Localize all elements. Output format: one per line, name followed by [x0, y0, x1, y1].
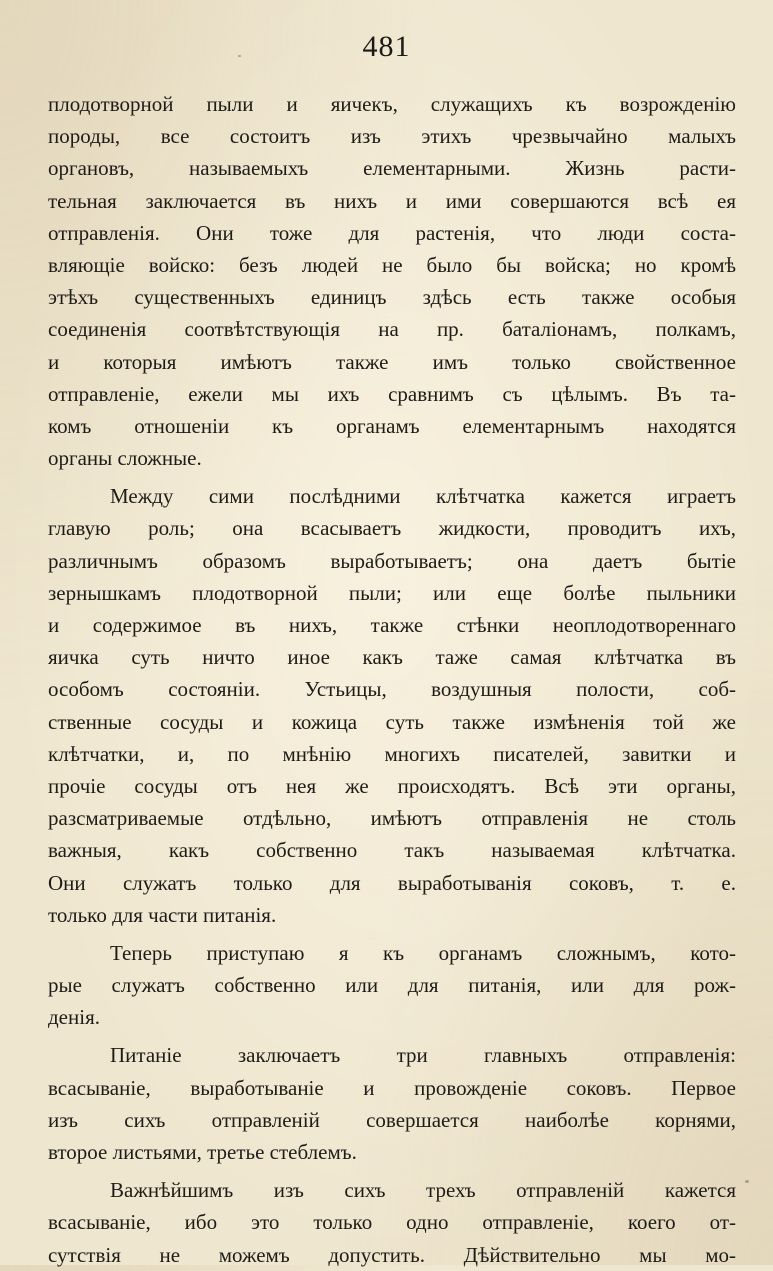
- text-line: только для части питанія.: [48, 902, 277, 927]
- paper-speck: [238, 55, 241, 57]
- page-number: 481: [362, 30, 411, 63]
- paragraph-1: [48, 88, 736, 474]
- text-line: этѣхъ существенныхъ единицъ здѣсь есть также особыя: [48, 285, 736, 310]
- text-line: яичка суть ничто иное какъ таже самая клѣтчатка въ: [48, 645, 736, 670]
- paragraph-2: [48, 480, 736, 931]
- text-line: и которыя имѣютъ также имъ только свойственное: [48, 349, 736, 374]
- paragraph-5: [48, 1174, 736, 1271]
- text-line: комъ отношеніи къ органамъ елементарнымъ находятся: [48, 413, 736, 438]
- text-line: особомъ состояніи. Устьицы, воздушныя полости, соб-: [48, 677, 736, 702]
- text-line: и содержимое въ нихъ, также стѣнки неоплодотвореннаго: [48, 613, 736, 637]
- text-line: важныя, какъ собственно такъ называемая клѣтчатка.: [48, 838, 736, 863]
- text-line: тельная заключается въ нихъ и ими совершаются всѣ ея: [48, 188, 736, 213]
- text-line: главую роль; она всасываетъ жидкости, проводитъ ихъ,: [48, 516, 736, 541]
- text-line: всасываніе, ибо это только одно отправленіе, коего от-: [48, 1210, 736, 1235]
- paragraph-4: [48, 1039, 736, 1168]
- body-text: [48, 88, 736, 1271]
- paper-speck: [745, 1180, 749, 1183]
- text-line: прочіе сосуды отъ нея же происходятъ. Всѣ эти органы,: [48, 773, 736, 798]
- text-line: всасываніе, выработываніе и провожденіе соковъ. Первое: [48, 1075, 736, 1100]
- text-line: отправленіе, ежели мы ихъ сравнимъ съ цѣлымъ. Въ та-: [48, 381, 736, 406]
- text-line: клѣтчатки, и, по мнѣнію многихъ писателей, завитки и: [48, 741, 736, 766]
- text-line: ственные сосуды и кожица суть также измѣненія той же: [48, 709, 736, 734]
- text-line: второе листьями, третье стеблемъ.: [48, 1140, 357, 1164]
- text-line: соединенія соотвѣтствующія на пр. баталіонамъ, полкамъ,: [48, 317, 736, 342]
- text-line: сутствія не можемъ допустить. Дѣйствительно мы мо-: [48, 1242, 736, 1267]
- text-line: изъ сихъ отправленій совершается наиболѣе корнями,: [48, 1107, 736, 1132]
- text-line: рые служатъ собственно или для питанія, или для рож-: [48, 973, 736, 998]
- text-line: Питаніе заключаетъ три главныхъ отправленія:: [110, 1043, 736, 1068]
- text-line: Между сими послѣдними клѣтчатка кажется играетъ: [110, 484, 736, 509]
- text-line: денія.: [48, 1005, 100, 1030]
- paper-speck: [412, 1255, 415, 1258]
- text-line: органы сложные.: [48, 446, 202, 471]
- text-line: Важнѣйшимъ изъ сихъ трехъ отправленій кажется: [110, 1178, 736, 1203]
- paragraph-3: [48, 937, 736, 1034]
- text-line: плодотворной пыли и яичекъ, служащихъ къ возрожденію: [48, 92, 736, 116]
- text-line: разсматриваемые отдѣльно, имѣютъ отправленія не столь: [48, 806, 736, 831]
- text-line: отправленія. Они тоже для растенія, что люди соста-: [48, 220, 736, 245]
- text-line: вляющіе войско: безъ людей не было бы войска; но кромѣ: [48, 252, 736, 277]
- text-line: Теперь приступаю я къ органамъ сложнымъ, кото-: [110, 940, 736, 965]
- text-line: породы, все состоитъ изъ этихъ чрезвычайно малыхъ: [48, 124, 736, 149]
- text-line: органовъ, называемыхъ елементарными. Жизнь расти-: [48, 156, 736, 181]
- text-line: различнымъ образомъ выработываетъ; она даетъ бытіе: [48, 548, 736, 573]
- text-line: зернышкамъ плодотворной пыли; или еще болѣе пыльники: [48, 580, 736, 605]
- text-line: Они служатъ только для выработыванія соковъ, т. е.: [48, 870, 736, 895]
